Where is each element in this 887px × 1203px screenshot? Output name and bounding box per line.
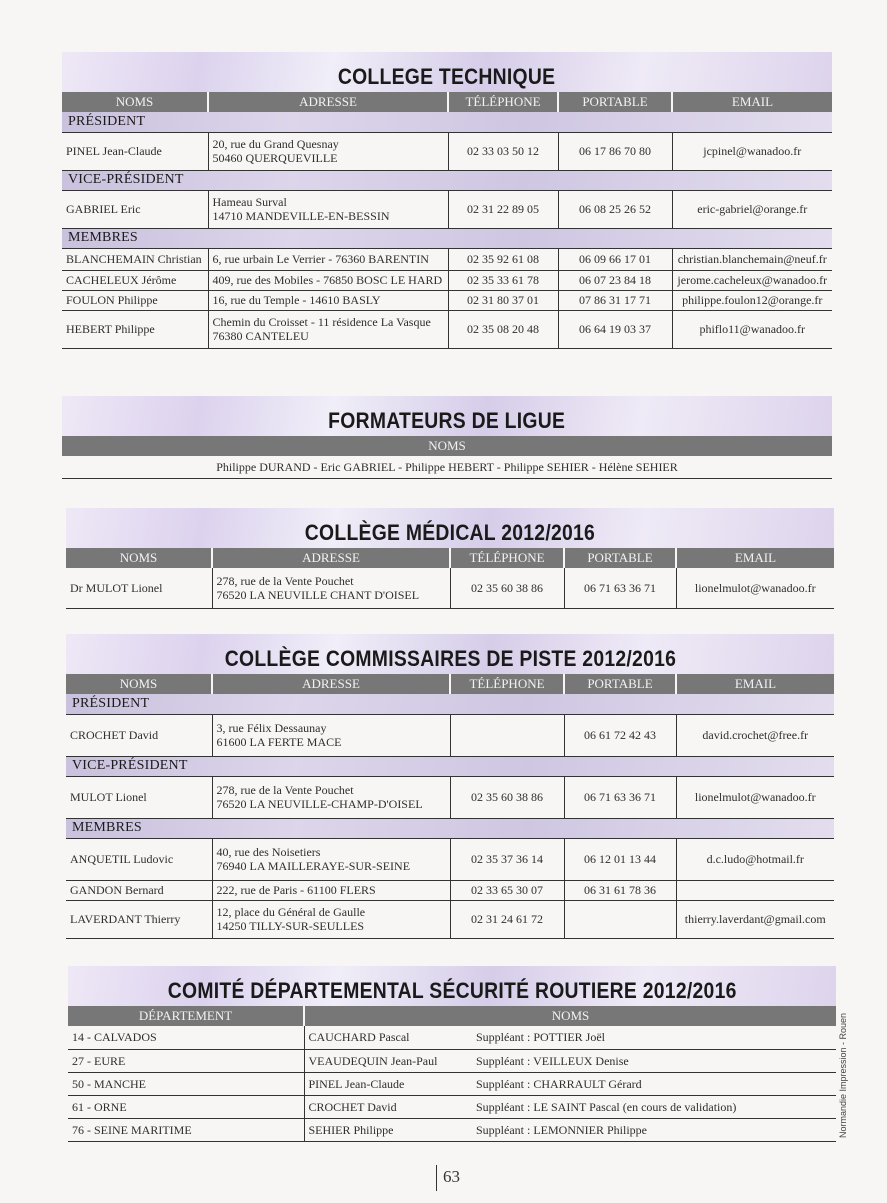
cell-dept: 61 - ORNE bbox=[68, 1095, 304, 1118]
section-college-medical bbox=[66, 508, 834, 609]
cell-titulaire: PINEL Jean-Claude bbox=[304, 1072, 472, 1095]
table-row bbox=[62, 270, 832, 290]
section-title: COLLEGE TECHNIQUE bbox=[338, 64, 556, 89]
cell-dept: 27 - EURE bbox=[68, 1049, 304, 1072]
cell-nom: PINEL Jean-Claude bbox=[62, 132, 208, 170]
cell-tel: 02 31 24 61 72 bbox=[450, 900, 564, 938]
cell-dept: 76 - SEINE MARITIME bbox=[68, 1118, 304, 1141]
college-medical-table bbox=[66, 548, 834, 609]
table-row bbox=[62, 132, 832, 170]
col-portable: PORTABLE bbox=[564, 548, 676, 568]
cell-email: jcpinel@wanadoo.fr bbox=[672, 132, 832, 170]
table-row bbox=[66, 880, 834, 900]
table-row bbox=[68, 1072, 836, 1095]
cell-nom: Dr MULOT Lionel bbox=[66, 568, 212, 608]
group-label: PRÉSIDENT bbox=[62, 112, 832, 132]
table-row bbox=[66, 568, 834, 608]
adresse-line-2: 61600 LA FERTE MACE bbox=[216, 735, 342, 749]
col-noms: NOMS bbox=[66, 548, 212, 568]
cell-dept: 50 - MANCHE bbox=[68, 1072, 304, 1095]
cell-adresse: 409, rue des Mobiles - 76850 BOSC LE HARD bbox=[208, 270, 448, 290]
table-row bbox=[62, 248, 832, 270]
table-row bbox=[62, 456, 832, 478]
title-band bbox=[62, 52, 832, 92]
col-departement: DÉPARTEMENT bbox=[68, 1006, 304, 1026]
table-header bbox=[62, 436, 832, 456]
group-label: MEMBRES bbox=[62, 228, 832, 248]
cell-nom: LAVERDANT Thierry bbox=[66, 900, 212, 938]
section-formateurs bbox=[62, 396, 832, 479]
adresse-line-2: 76940 LA MAILLERAYE-SUR-SEINE bbox=[216, 859, 411, 873]
cell-portable: 06 17 86 70 80 bbox=[558, 132, 672, 170]
group-vice-president bbox=[62, 170, 832, 190]
cell-nom: CROCHET David bbox=[66, 714, 212, 756]
cell-email: phiflo11@wanadoo.fr bbox=[672, 310, 832, 348]
cell-suppleant: Suppléant : CHARRAULT Gérard bbox=[472, 1072, 836, 1095]
title-band bbox=[68, 966, 836, 1006]
table-header bbox=[62, 92, 832, 112]
section-title: FORMATEURS DE LIGUE bbox=[328, 408, 566, 433]
table-row bbox=[68, 1049, 836, 1072]
cell-email: christian.blanchemain@neuf.fr bbox=[672, 248, 832, 270]
cell-portable: 06 61 72 42 43 bbox=[564, 714, 676, 756]
table-row bbox=[66, 900, 834, 938]
cell-tel: 02 31 80 37 01 bbox=[448, 290, 558, 310]
cell-tel: 02 35 92 61 08 bbox=[448, 248, 558, 270]
cell-adresse: 6, rue urbain Le Verrier - 76360 BARENTIN bbox=[208, 248, 448, 270]
cell-portable bbox=[564, 900, 676, 938]
cell-adresse bbox=[208, 190, 448, 228]
adresse-line-2: 76520 LA NEUVILLE-CHAMP-D'OISEL bbox=[216, 797, 423, 811]
section-title: COMITÉ DÉPARTEMENTAL SÉCURITÉ ROUTIERE 2012/2016 bbox=[167, 978, 737, 1003]
college-commissaires-table bbox=[66, 674, 834, 939]
cell-portable: 06 71 63 36 71 bbox=[564, 776, 676, 818]
cell-adresse bbox=[212, 900, 450, 938]
group-membres bbox=[66, 818, 834, 838]
table-row bbox=[68, 1118, 836, 1141]
cell-suppleant: Suppléant : POTTIER Joël bbox=[472, 1026, 836, 1049]
cell-nom: FOULON Philippe bbox=[62, 290, 208, 310]
col-noms: NOMS bbox=[62, 92, 208, 112]
formateurs-table bbox=[62, 436, 832, 479]
table-row bbox=[66, 714, 834, 756]
cell-nom: GABRIEL Eric bbox=[62, 190, 208, 228]
cell-email: d.c.ludo@hotmail.fr bbox=[676, 838, 834, 880]
cell-suppleant: Suppléant : LE SAINT Pascal (en cours de validation) bbox=[472, 1095, 836, 1118]
cell-email bbox=[676, 880, 834, 900]
cell-dept: 14 - CALVADOS bbox=[68, 1026, 304, 1049]
formateurs-names: Philippe DURAND - Eric GABRIEL - Philippe HEBERT - Philippe SEHIER - Hélène SEHIER bbox=[62, 456, 832, 478]
cell-adresse bbox=[212, 838, 450, 880]
adresse-line-1: 20, rue du Grand Quesnay bbox=[212, 137, 339, 151]
cell-email: eric-gabriel@orange.fr bbox=[672, 190, 832, 228]
adresse-line-1: 3, rue Félix Dessaunay bbox=[216, 721, 327, 735]
cell-email: lionelmulot@wanadoo.fr bbox=[676, 776, 834, 818]
adresse-line-2: 76380 CANTELEU bbox=[212, 329, 309, 343]
col-portable: PORTABLE bbox=[564, 674, 676, 694]
table-header bbox=[66, 674, 834, 694]
title-band bbox=[62, 396, 832, 436]
col-telephone: TÉLÉPHONE bbox=[448, 92, 558, 112]
table-header bbox=[66, 548, 834, 568]
table-row bbox=[62, 290, 832, 310]
title-band bbox=[66, 634, 834, 674]
group-membres bbox=[62, 228, 832, 248]
table-row bbox=[66, 776, 834, 818]
section-title: COLLÈGE MÉDICAL 2012/2016 bbox=[304, 520, 596, 545]
adresse-line-1: Chemin du Croisset - 11 résidence La Vasque bbox=[212, 315, 431, 329]
group-president bbox=[62, 112, 832, 132]
cell-tel: 02 35 60 38 86 bbox=[450, 776, 564, 818]
cell-tel: 02 35 08 20 48 bbox=[448, 310, 558, 348]
col-portable: PORTABLE bbox=[558, 92, 672, 112]
col-noms: NOMS bbox=[304, 1006, 836, 1026]
cell-nom: MULOT Lionel bbox=[66, 776, 212, 818]
cell-tel: 02 33 65 30 07 bbox=[450, 880, 564, 900]
table-header bbox=[68, 1006, 836, 1026]
title-band bbox=[66, 508, 834, 548]
cell-nom: BLANCHEMAIN Christian bbox=[62, 248, 208, 270]
cell-titulaire: CROCHET David bbox=[304, 1095, 472, 1118]
cell-tel: 02 35 33 61 78 bbox=[448, 270, 558, 290]
adresse-line-2: 50460 QUERQUEVILLE bbox=[212, 151, 338, 165]
cell-adresse: 16, rue du Temple - 14610 BASLY bbox=[208, 290, 448, 310]
cell-tel: 02 33 03 50 12 bbox=[448, 132, 558, 170]
group-label: VICE-PRÉSIDENT bbox=[62, 170, 832, 190]
side-credit: Normandie Impression - Rouen bbox=[838, 1012, 848, 1138]
cell-portable: 06 31 61 78 36 bbox=[564, 880, 676, 900]
cell-portable: 06 08 25 26 52 bbox=[558, 190, 672, 228]
cell-email: lionelmulot@wanadoo.fr bbox=[676, 568, 834, 608]
cell-nom: ANQUETIL Ludovic bbox=[66, 838, 212, 880]
adresse-line-1: Hameau Surval bbox=[212, 195, 287, 209]
cell-portable: 06 71 63 36 71 bbox=[564, 568, 676, 608]
adresse-line-2: 14250 TILLY-SUR-SEULLES bbox=[216, 919, 365, 933]
cell-email: philippe.foulon12@orange.fr bbox=[672, 290, 832, 310]
table-row bbox=[66, 838, 834, 880]
college-technique-table bbox=[62, 92, 832, 349]
cell-titulaire: VEAUDEQUIN Jean-Paul bbox=[304, 1049, 472, 1072]
col-email: EMAIL bbox=[676, 548, 834, 568]
cell-email: jerome.cacheleux@wanadoo.fr bbox=[672, 270, 832, 290]
col-email: EMAIL bbox=[676, 674, 834, 694]
cell-adresse bbox=[212, 568, 450, 608]
adresse-line-1: 12, place du Général de Gaulle bbox=[216, 905, 366, 919]
col-adresse: ADRESSE bbox=[208, 92, 448, 112]
cell-adresse bbox=[212, 776, 450, 818]
cell-tel bbox=[450, 714, 564, 756]
adresse-line-1: 278, rue de la Vente Pouchet bbox=[216, 783, 354, 797]
group-label: MEMBRES bbox=[66, 818, 834, 838]
col-email: EMAIL bbox=[672, 92, 832, 112]
section-comite bbox=[68, 966, 836, 1142]
cell-email: david.crochet@free.fr bbox=[676, 714, 834, 756]
cell-tel: 02 35 37 36 14 bbox=[450, 838, 564, 880]
cell-nom: CACHELEUX Jérôme bbox=[62, 270, 208, 290]
table-row bbox=[62, 190, 832, 228]
cell-adresse bbox=[212, 714, 450, 756]
col-noms: NOMS bbox=[66, 674, 212, 694]
cell-portable: 06 07 23 84 18 bbox=[558, 270, 672, 290]
col-noms: NOMS bbox=[62, 436, 832, 456]
table-row bbox=[68, 1095, 836, 1118]
col-adresse: ADRESSE bbox=[212, 548, 450, 568]
section-title: COLLÈGE COMMISSAIRES DE PISTE 2012/2016 bbox=[224, 646, 676, 671]
cell-tel: 02 31 22 89 05 bbox=[448, 190, 558, 228]
cell-adresse bbox=[208, 132, 448, 170]
adresse-line-1: 40, rue des Noisetiers bbox=[216, 845, 321, 859]
adresse-line-2: 14710 MANDEVILLE-EN-BESSIN bbox=[212, 209, 390, 223]
cell-suppleant: Suppléant : LEMONNIER Philippe bbox=[472, 1118, 836, 1141]
comite-table bbox=[68, 1006, 836, 1142]
group-president bbox=[66, 694, 834, 714]
group-vice-president bbox=[66, 756, 834, 776]
cell-adresse bbox=[208, 310, 448, 348]
cell-portable: 06 09 66 17 01 bbox=[558, 248, 672, 270]
cell-nom: GANDON Bernard bbox=[66, 880, 212, 900]
cell-titulaire: CAUCHARD Pascal bbox=[304, 1026, 472, 1049]
table-row bbox=[62, 310, 832, 348]
page-number: 63 bbox=[436, 1165, 460, 1191]
cell-tel: 02 35 60 38 86 bbox=[450, 568, 564, 608]
cell-adresse: 222, rue de Paris - 61100 FLERS bbox=[212, 880, 450, 900]
cell-nom: HEBERT Philippe bbox=[62, 310, 208, 348]
cell-portable: 06 64 19 03 37 bbox=[558, 310, 672, 348]
cell-portable: 06 12 01 13 44 bbox=[564, 838, 676, 880]
table-row bbox=[68, 1026, 836, 1049]
col-telephone: TÉLÉPHONE bbox=[450, 674, 564, 694]
col-adresse: ADRESSE bbox=[212, 674, 450, 694]
cell-titulaire: SEHIER Philippe bbox=[304, 1118, 472, 1141]
section-college-technique bbox=[62, 52, 832, 349]
section-college-commissaires bbox=[66, 634, 834, 939]
group-label: PRÉSIDENT bbox=[66, 694, 834, 714]
cell-portable: 07 86 31 17 71 bbox=[558, 290, 672, 310]
cell-suppleant: Suppléant : VEILLEUX Denise bbox=[472, 1049, 836, 1072]
group-label: VICE-PRÉSIDENT bbox=[66, 756, 834, 776]
adresse-line-1: 278, rue de la Vente Pouchet bbox=[216, 573, 354, 588]
adresse-line-2: 76520 LA NEUVILLE CHANT D'OISEL bbox=[216, 587, 420, 602]
col-telephone: TÉLÉPHONE bbox=[450, 548, 564, 568]
cell-email: thierry.laverdant@gmail.com bbox=[676, 900, 834, 938]
